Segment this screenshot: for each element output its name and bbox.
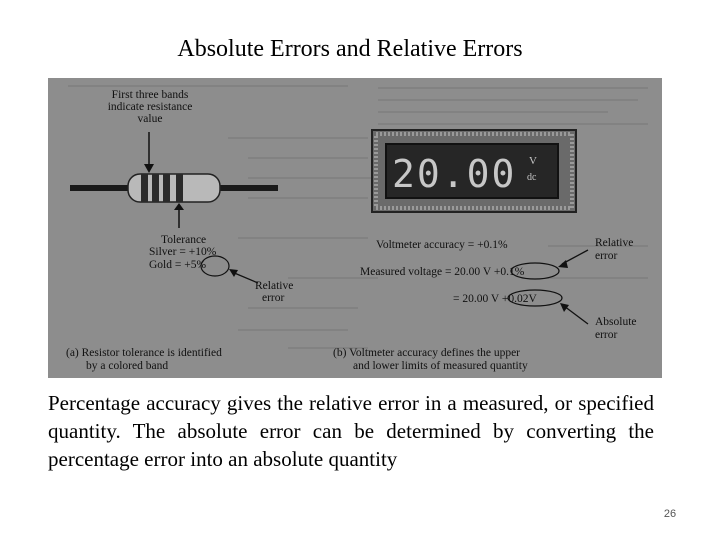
measured-voltage-tolerance: +0.1%	[493, 266, 525, 278]
resistor-band-tolerance	[176, 174, 183, 202]
bands-label-line-3: value	[137, 113, 163, 125]
slide-title: Absolute Errors and Relative Errors	[177, 36, 523, 62]
resistor-band-3	[163, 174, 170, 202]
relative-error-left-line-2: error	[262, 292, 285, 304]
silver-tolerance	[149, 246, 216, 258]
absolute-error-right-arrowhead	[560, 303, 569, 312]
bands-label-line-1: First three bands	[111, 89, 189, 101]
silver-value: +10%	[188, 246, 217, 258]
bands-arrowhead	[144, 164, 154, 173]
display-unit: V	[529, 155, 537, 167]
resistor-voltmeter-figure	[48, 78, 662, 378]
bands-label-line-2: indicate resistance	[107, 101, 193, 113]
display-reading: 20.00	[392, 152, 517, 196]
absolute-error-right-line-2: error	[595, 329, 618, 341]
absolute-voltage-tolerance: +0.02V	[501, 293, 537, 305]
absolute-voltage	[453, 293, 537, 305]
background-text-lines	[68, 86, 648, 348]
slide-body-text: Percentage accuracy gives the relative error in a measured, or specified quantity. The absolute error can be determined by converting the percentage error into an absolute quantity	[48, 391, 654, 471]
gold-tolerance	[149, 259, 206, 271]
measured-voltage-label: Measured voltage = 20.00 V	[360, 266, 494, 278]
relative-error-left-arrowhead	[229, 269, 238, 277]
caption-b-line-1: (b) Voltmeter accuracy defines the upper	[333, 347, 521, 359]
caption-a-line-2: by a colored band	[86, 360, 169, 372]
measured-voltage	[360, 266, 524, 278]
caption-b-line-2: and lower limits of measured quantity	[353, 360, 528, 372]
resistor-band-2	[152, 174, 159, 202]
relative-error-left-line-1: Relative	[255, 280, 294, 292]
absolute-error-right-line-1: Absolute	[595, 316, 637, 328]
voltmeter-accuracy: Voltmeter accuracy = +0.1%	[376, 239, 508, 251]
page-number: 26	[663, 508, 677, 520]
relative-error-right-line-2: error	[595, 250, 618, 262]
display-mode: dc	[527, 172, 537, 183]
absolute-voltage-label: = 20.00 V	[453, 293, 502, 305]
caption-a-line-1: (a) Resistor tolerance is identified	[66, 347, 222, 359]
relative-error-right-line-1: Relative	[595, 237, 634, 249]
tolerance-arrowhead	[174, 203, 184, 210]
gold-value: +5%	[184, 259, 207, 271]
resistor-band-1	[141, 174, 148, 202]
gold-label: Gold =	[149, 259, 185, 271]
silver-label: Silver =	[149, 246, 189, 258]
absolute-error-right-arrow	[564, 306, 588, 324]
tolerance-label: Tolerance	[161, 234, 207, 246]
